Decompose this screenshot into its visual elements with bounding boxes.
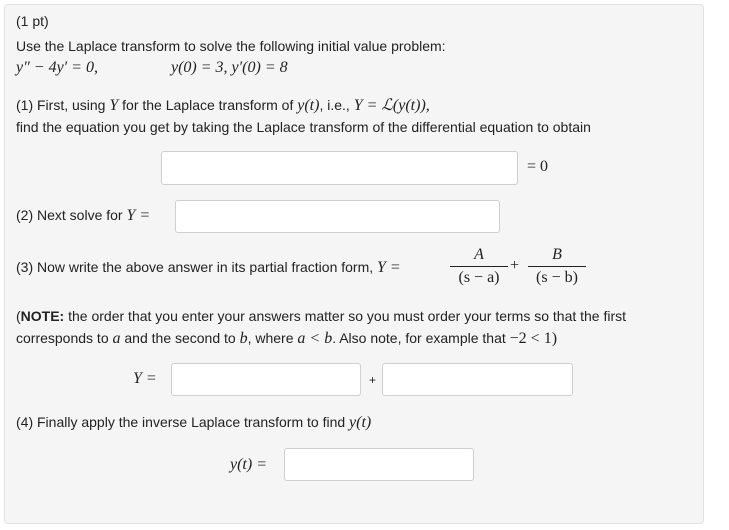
- fraction-B-bar: [528, 266, 586, 267]
- plus-sign: +: [510, 257, 520, 274]
- fraction-A-bar: [450, 266, 508, 267]
- note-line2-a: corresponds to: [16, 330, 113, 346]
- part4-prefix: (4) Finally apply the inverse Laplace transform to find: [16, 414, 350, 430]
- problem-instruction: Use the Laplace transform to solve the following initial value problem:: [16, 38, 446, 54]
- part4-math: y(t): [349, 414, 372, 431]
- part1-Y: Y: [109, 97, 119, 114]
- fraction-A-numerator: A: [474, 246, 484, 263]
- part3-label: [16, 258, 401, 277]
- differential-equation: y″ − 4y′ = 0,: [16, 59, 98, 76]
- yt-answer-label: y(t) =: [230, 456, 267, 473]
- note-line2-b: and the second to: [120, 330, 240, 346]
- answer-plus-sign: +: [369, 373, 377, 387]
- note-line2-d: . Also note, for example that: [332, 330, 510, 346]
- part2-prefix: (2) Next solve for: [16, 207, 127, 223]
- fraction-B-denominator: (s − b): [536, 269, 578, 286]
- part2-math: Y =: [126, 207, 151, 224]
- partial-fraction-term2-input[interactable]: [382, 363, 573, 396]
- inverse-laplace-input[interactable]: [284, 448, 474, 481]
- note-inequality: a < b: [297, 330, 333, 347]
- part1-line1: [16, 96, 430, 115]
- note-example: −2 < 1): [509, 330, 558, 347]
- note-var-a: a: [112, 330, 121, 347]
- part1-line2: find the equation you get by taking the Laplace transform of the differential equation to obtain: [16, 119, 591, 135]
- note-line1: [16, 307, 626, 325]
- points-label: (1 pt): [16, 13, 49, 29]
- part3-prefix: (3) Now write the above answer in its partial fraction form,: [16, 259, 378, 275]
- initial-conditions: y(0) = 3, y′(0) = 8: [171, 59, 288, 76]
- fraction-B-numerator: B: [552, 246, 562, 263]
- note-line2-c: , where: [247, 330, 298, 346]
- part1-yt: y(t): [297, 97, 320, 114]
- fraction-B: [528, 245, 586, 288]
- partial-fraction-term1-input[interactable]: [171, 363, 361, 396]
- note-bold: NOTE:: [20, 308, 65, 324]
- part1-ie: , i.e.,: [319, 97, 354, 113]
- equals-zero-label: = 0: [527, 158, 549, 175]
- transformed-equation-input[interactable]: [161, 151, 518, 185]
- note-line2: [16, 329, 557, 348]
- part4-label: [16, 413, 371, 432]
- part1-prefix: (1) First, using: [16, 97, 110, 113]
- fraction-A-denominator: (s − a): [458, 269, 500, 286]
- answer-Y-label: Y =: [133, 370, 157, 387]
- part1-definition: Y = ℒ(y(t)),: [353, 97, 430, 114]
- note-line1-rest: the order that you enter your answers matter so you must order your terms so that the first: [64, 308, 627, 324]
- fraction-A: [450, 245, 508, 288]
- part1-mid: for the Laplace transform of: [118, 97, 298, 113]
- note-var-b: b: [239, 330, 248, 347]
- note-open-paren: (: [16, 308, 21, 324]
- part2-label: [16, 206, 150, 225]
- solve-Y-input[interactable]: [175, 200, 500, 233]
- part3-math: Y =: [377, 259, 401, 276]
